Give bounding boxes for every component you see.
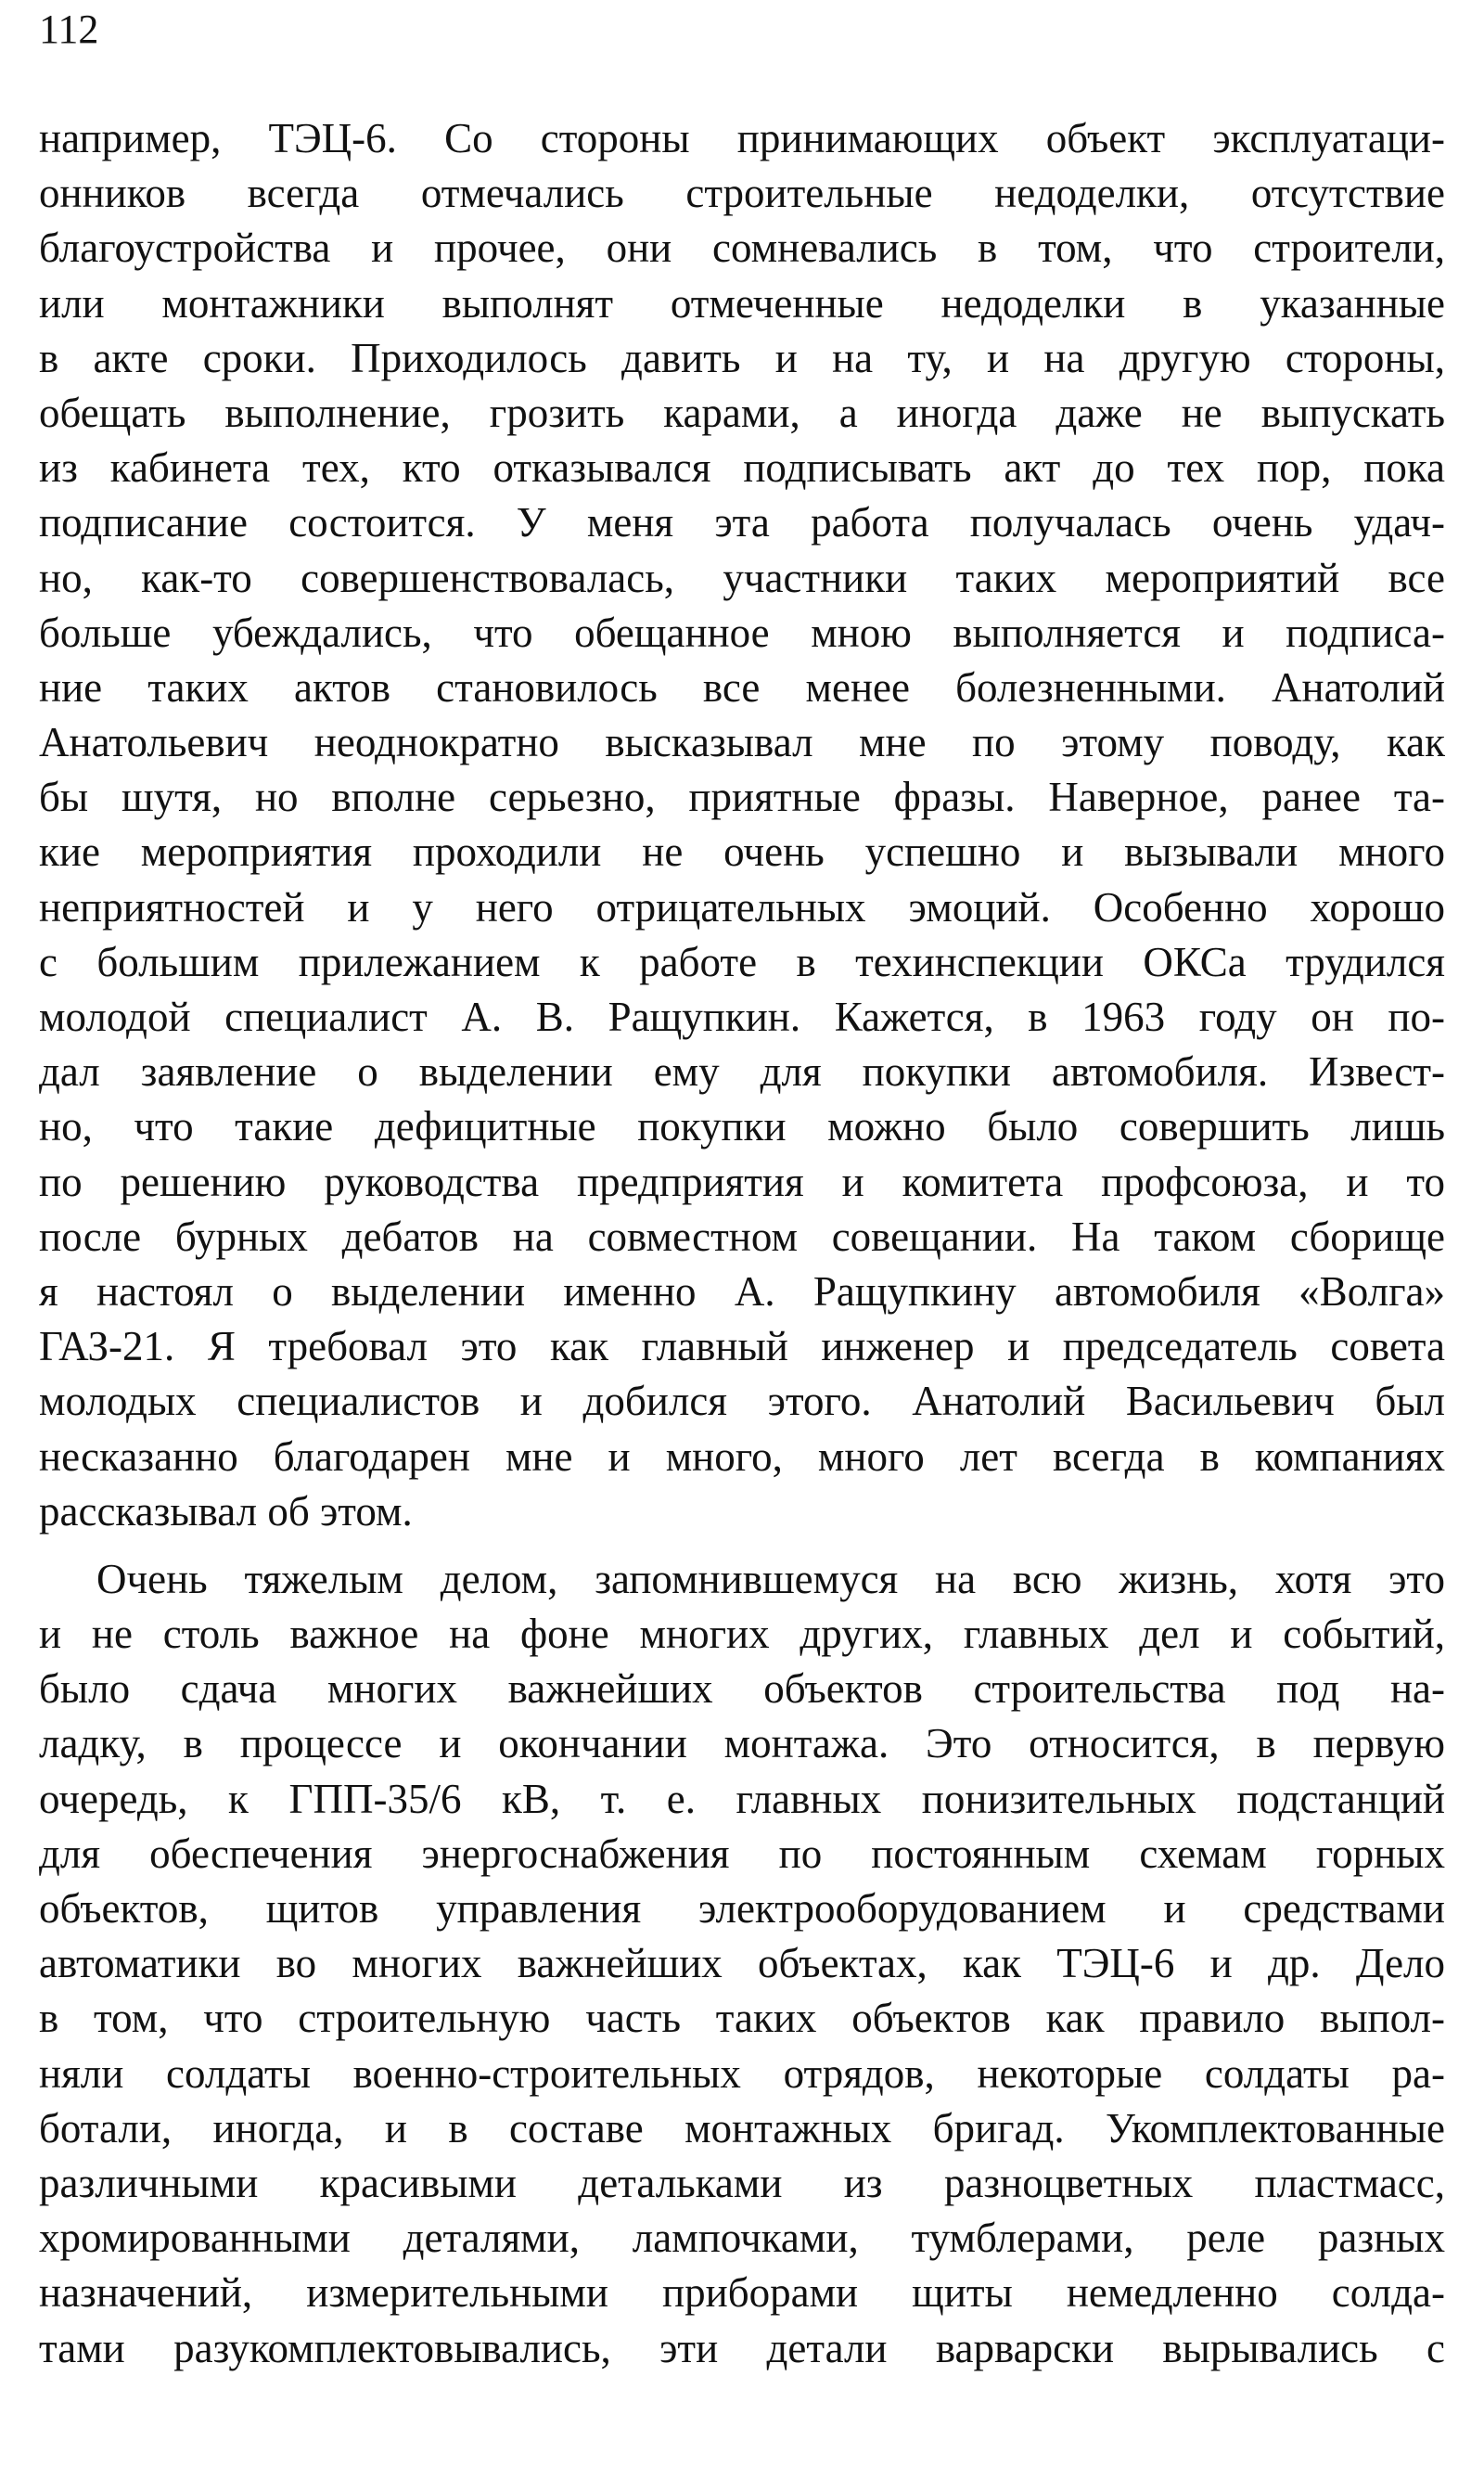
text-line: больше убеждались, что обещанное мною выполняется и подписа-	[39, 609, 1445, 656]
text-line: благоустройства и прочее, они сомневались в том, что строители,	[39, 225, 1445, 272]
text-line: или монтажники выполнят отмеченные недоделки в указанные	[39, 279, 1445, 327]
text-line: по решению руководства предприятия и комитета профсоюза, и то	[39, 1158, 1445, 1205]
text-line: бы шутя, но вполне серьезно, приятные фразы. Наверное, ранее та-	[39, 774, 1445, 821]
text-line: например, ТЭЦ-6. Со стороны принимающих объект эксплуатаци-	[39, 115, 1445, 161]
text-line: для обеспечения энергоснабжения по постоянным схемам горных	[39, 1830, 1445, 1877]
text-line: но, что такие дефицитные покупки можно было совершить лишь	[39, 1103, 1445, 1150]
text-line: дал заявление о выделении ему для покупки автомобиля. Извест-	[39, 1048, 1445, 1096]
text-line: но, как-то совершенствовалась, участники таких мероприятий все	[39, 554, 1445, 601]
text-line: ладку, в процессе и окончании монтажа. Это относится, в первую	[39, 1720, 1445, 1767]
text-line: различными красивыми детальками из разноцветных пластмасс,	[39, 2159, 1445, 2206]
text-line: автоматики во многих важнейших объектах, как ТЭЦ-6 и др. Дело	[39, 1940, 1445, 1987]
text-line: кие мероприятия проходили не очень успешно и вызывали много	[39, 828, 1445, 876]
text-line: назначений, измерительными приборами щиты немедленно солда-	[39, 2269, 1445, 2317]
text-line: ние таких актов становилось все менее болезненными. Анатолий	[39, 663, 1445, 711]
text-line: ботали, иногда, и в составе монтажных бригад. Укомплектованные	[39, 2104, 1445, 2151]
text-line: я настоял о выделении именно А. Ращупкину автомобиля «Волга»	[39, 1267, 1445, 1315]
text-line: очередь, к ГПП-35/6 кВ, т. е. главных понизительных подстанций	[39, 1775, 1445, 1822]
text-line: рассказывал об этом.	[39, 1487, 413, 1535]
text-line: молодых специалистов и добился этого. Анатолий Васильевич был	[39, 1378, 1445, 1425]
paragraph-1	[39, 111, 1445, 1539]
text-line: няли солдаты военно-строительных отрядов, некоторые солдаты ра-	[39, 2049, 1445, 2097]
text-line: в акте сроки. Приходилось давить и на ту, и на другую стороны,	[39, 334, 1445, 381]
text-line: несказанно благодарен мне и много, много лет всегда в компаниях	[39, 1432, 1445, 1480]
text-line: онников всегда отмечались строительные недоделки, отсутствие	[39, 170, 1445, 217]
text-line: с большим прилежанием к работе в техинспекции ОКСа трудился	[39, 938, 1445, 985]
text-line: ГАЗ-21. Я требовал это как главный инженер и председатель совета	[39, 1323, 1445, 1370]
text-line: неприятностей и у него отрицательных эмоций. Особенно хорошо	[39, 883, 1445, 931]
text-line: было сдача многих важнейших объектов строительства под на-	[39, 1665, 1445, 1713]
text-line: хромированными деталями, лампочками, тумблерами, реле разных	[39, 2215, 1445, 2262]
text-line: объектов, щитов управления электрооборудованием и средствами	[39, 1885, 1445, 1932]
paragraph-gap	[39, 1539, 1445, 1552]
text-line: после бурных дебатов на совместном совещании. На таком сборище	[39, 1213, 1445, 1260]
text-line: молодой специалист А. В. Ращупкин. Кажется, в 1963 году он по-	[39, 994, 1445, 1040]
text-line: тами разукомплектовывались, эти детали варварски вырывались с	[39, 2324, 1445, 2371]
text-line: обещать выполнение, грозить карами, а иногда даже не выпускать	[39, 389, 1445, 436]
text-line: и не столь важное на фоне многих других, главных дел и событий,	[39, 1611, 1445, 1658]
paragraph-2	[39, 1552, 1445, 2376]
text-line: из кабинета тех, кто отказывался подписывать акт до тех пор, пока	[39, 444, 1445, 492]
text-line: в том, что строительную часть таких объектов как правило выпол-	[39, 1995, 1445, 2042]
body-text	[39, 111, 1445, 2376]
text-line: Очень тяжелым делом, запомнившемуся на всю жизнь, хотя это	[96, 1555, 1445, 1602]
text-line: подписание состоится. У меня эта работа получалась очень удач-	[39, 499, 1445, 546]
text-line: Анатольевич неоднократно высказывал мне по этому поводу, как	[39, 719, 1445, 766]
page-number: 112	[39, 6, 99, 52]
